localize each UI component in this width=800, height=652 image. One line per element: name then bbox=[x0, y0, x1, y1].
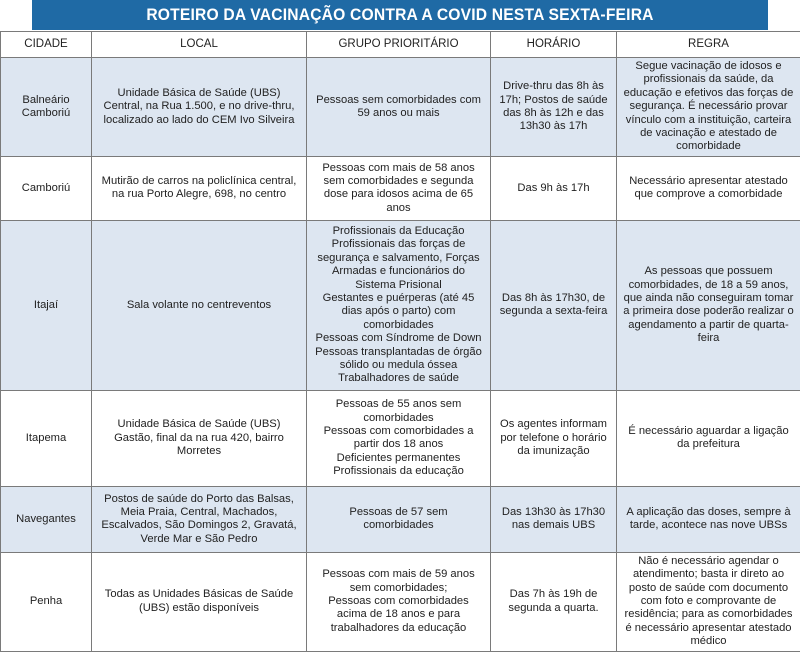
local-cell: Todas as Unidades Básicas de Saúde (UBS) estão disponíveis bbox=[92, 552, 307, 651]
header-cidade: CIDADE bbox=[1, 32, 92, 58]
hours-cell: Das 9h às 17h bbox=[491, 156, 617, 220]
group-line: Pessoas com Síndrome de Down bbox=[313, 332, 484, 345]
local-cell: Unidade Básica de Saúde (UBS) Gastão, final da na rua 420, bairro Morretes bbox=[92, 390, 307, 486]
hours-cell: Das 13h30 às 17h30 nas demais UBS bbox=[491, 486, 617, 552]
page-title: ROTEIRO DA VACINAÇÃO CONTRA A COVID NESTA SEXTA-FEIRA bbox=[32, 0, 768, 30]
table-row bbox=[1, 552, 800, 651]
rule-cell: Segue vacinação de idosos e profissionais da saúde, da educação e efetivos das forças de segurança. É necessário provar vínculo com a instituição, carteira de vacinação e atestado de comorbidade bbox=[617, 58, 800, 157]
group-line: Profissionais da Educação bbox=[313, 225, 484, 238]
hours-cell: Drive-thru das 8h às 17h; Postos de saúde das 8h às 12h e das 13h30 às 17h bbox=[491, 58, 617, 157]
group-line: Deficientes permanentes bbox=[313, 452, 484, 465]
rule-cell: As pessoas que possuem comorbidades, de 18 a 59 anos, que ainda não conseguiram tomar a primeira dose poderão realizar o agendamento a partir de quarta-feira bbox=[617, 220, 800, 390]
local-cell: Mutirão de carros na policlínica central, na rua Porto Alegre, 698, no centro bbox=[92, 156, 307, 220]
rule-cell: Não é necessário agendar o atendimento; basta ir direto ao posto de saúde com documento com foto e comprovante de residência; para as comorbidades é necessário apresentar atestado médico bbox=[617, 552, 800, 651]
group-cell: Pessoas sem comorbidades com 59 anos ou mais bbox=[307, 58, 491, 157]
city-cell: Camboriú bbox=[1, 156, 92, 220]
city-cell: Itajaí bbox=[1, 220, 92, 390]
schedule-table bbox=[0, 31, 800, 652]
group-cell bbox=[307, 390, 491, 486]
group-line: Pessoas com comorbidades acima de 18 anos e para trabalhadores da educação bbox=[313, 595, 484, 635]
table-row bbox=[1, 390, 800, 486]
hours-cell: Das 7h às 19h de segunda a quarta. bbox=[491, 552, 617, 651]
local-cell: Unidade Básica de Saúde (UBS) Central, na Rua 1.500, e no drive-thru, localizado ao lado do CEM Ivo Silveira bbox=[92, 58, 307, 157]
group-cell bbox=[307, 220, 491, 390]
header-grupo: GRUPO PRIORITÁRIO bbox=[307, 32, 491, 58]
group-line: Pessoas de 55 anos sem comorbidades bbox=[313, 398, 484, 425]
hours-cell: Das 8h às 17h30, de segunda a sexta-feira bbox=[491, 220, 617, 390]
local-cell: Postos de saúde do Porto das Balsas, Meia Praia, Central, Machados, Escalvados, São Domingos 2, Gravatá, Verde Mar e São Pedro bbox=[92, 486, 307, 552]
group-line: Profissionais da educação bbox=[313, 465, 484, 478]
city-cell: Itapema bbox=[1, 390, 92, 486]
header-horario: HORÁRIO bbox=[491, 32, 617, 58]
group-line: Trabalhadores de saúde bbox=[313, 372, 484, 385]
rule-cell: A aplicação das doses, sempre à tarde, acontece nas nove UBSs bbox=[617, 486, 800, 552]
city-cell: Navegantes bbox=[1, 486, 92, 552]
hours-cell: Os agentes informam por telefone o horário da imunização bbox=[491, 390, 617, 486]
table-row bbox=[1, 486, 800, 552]
group-cell bbox=[307, 552, 491, 651]
table-row bbox=[1, 220, 800, 390]
group-line: Gestantes e puérperas (até 45 dias após o parto) com comorbidades bbox=[313, 292, 484, 332]
city-cell: Penha bbox=[1, 552, 92, 651]
rule-cell: Necessário apresentar atestado que comprove a comorbidade bbox=[617, 156, 800, 220]
group-line: Pessoas com mais de 59 anos sem comorbidades; bbox=[313, 568, 484, 595]
group-line: Pessoas transplantadas de órgão sólido ou medula óssea bbox=[313, 346, 484, 373]
city-cell: Balneário Camboriú bbox=[1, 58, 92, 157]
rule-cell: É necessário aguardar a ligação da prefeitura bbox=[617, 390, 800, 486]
group-line: Profissionais das forças de segurança e salvamento, Forças Armadas e funcionários do Sistema Prisional bbox=[313, 238, 484, 292]
header-local: LOCAL bbox=[92, 32, 307, 58]
table-row bbox=[1, 156, 800, 220]
table-row bbox=[1, 58, 800, 157]
header-row bbox=[1, 32, 800, 58]
header-regra: REGRA bbox=[617, 32, 800, 58]
group-cell: Pessoas de 57 sem comorbidades bbox=[307, 486, 491, 552]
group-cell: Pessoas com mais de 58 anos sem comorbidades e segunda dose para idosos acima de 65 anos bbox=[307, 156, 491, 220]
local-cell: Sala volante no centreventos bbox=[92, 220, 307, 390]
group-line: Pessoas com comorbidades a partir dos 18 anos bbox=[313, 425, 484, 452]
